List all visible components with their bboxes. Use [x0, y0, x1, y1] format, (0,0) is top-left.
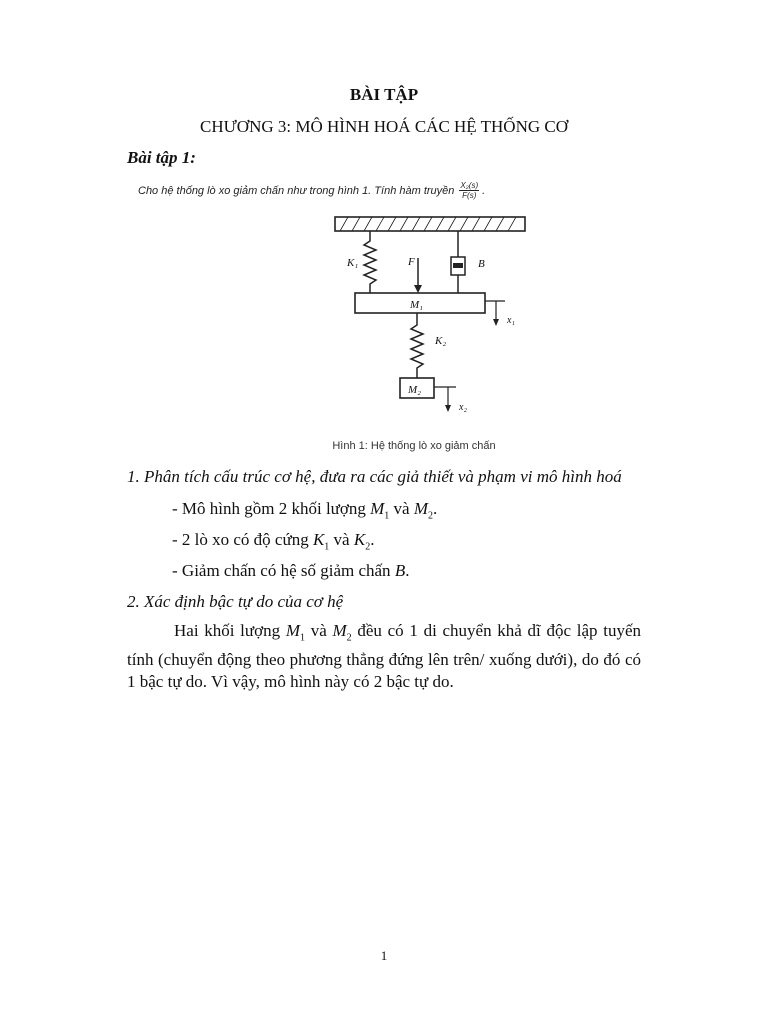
- label-m2: M₂: [408, 384, 421, 396]
- spring-damper-figure: [330, 213, 540, 428]
- force-arrowhead: [414, 285, 422, 293]
- subscript: 1: [324, 541, 330, 553]
- exercise-label: Bài tập 1:: [127, 148, 196, 167]
- damper-piston: [453, 263, 463, 268]
- prompt-end: .: [482, 184, 486, 197]
- page-number: 1: [380, 948, 388, 963]
- prompt-text: Cho hệ thống lò xo giảm chấn như trong hình 1. Tính hàm truyền: [138, 184, 455, 197]
- page-title: BÀI TẬP: [349, 85, 419, 104]
- x2-arrowhead: [445, 405, 451, 412]
- bullet-damper: [172, 561, 409, 581]
- symbol-b: B: [394, 561, 406, 580]
- transfer-fraction: [459, 181, 479, 200]
- symbol-m: M: [332, 621, 347, 640]
- figure-caption: Hình 1: Hệ thống lò xo giảm chấn: [332, 440, 496, 452]
- x1-arrowhead: [493, 319, 499, 326]
- bullet-text: - Mô hình gồm 2 khối lượng: [172, 499, 371, 518]
- para-text: đều có 1 di chuyển khả dĩ độc lập tuyến tính (chuyển động theo phương thẳng đứng lên trên/ xuống dưới), do đó có 1 bậc tự do. Vì vậy, mô hình này có 2 bậc tự do.: [127, 621, 641, 692]
- para-text: Hai khối lượng: [174, 621, 286, 640]
- subscript: 2: [346, 632, 352, 644]
- subscript: 2: [428, 510, 434, 522]
- symbol-m: M: [285, 621, 300, 640]
- section-2-heading: 2. Xác định bậc tự do của cơ hệ: [127, 592, 344, 611]
- bullet-text: - Giảm chấn có hệ số giảm chấn: [172, 561, 395, 580]
- bullet-text: và: [329, 530, 354, 549]
- label-x2: x₂: [459, 402, 467, 413]
- symbol-m: M: [370, 499, 385, 518]
- label-m1: M₁: [410, 299, 423, 311]
- bullet-text: và: [389, 499, 414, 518]
- label-k1: K₁: [347, 257, 359, 269]
- exercise-prompt: [138, 181, 485, 200]
- label-x1: x₁: [507, 315, 515, 326]
- subscript: 1: [300, 632, 305, 644]
- para-text: và: [305, 621, 333, 640]
- symbol-k: K: [353, 530, 366, 549]
- subscript: 2: [365, 541, 371, 553]
- ceiling-wall: [335, 217, 525, 231]
- subscript: 1: [384, 510, 390, 522]
- label-k2: K₂: [435, 335, 447, 347]
- symbol-k: K: [312, 530, 325, 549]
- chapter-subtitle: CHƯƠNG 3: MÔ HÌNH HOÁ CÁC HỆ THỐNG CƠ: [200, 117, 568, 136]
- section-1-heading: 1. Phân tích cấu trúc cơ hệ, đưa ra các giả thiết và phạm vi mô hình hoá: [127, 467, 622, 486]
- symbol-m: M: [413, 499, 429, 518]
- bullet-springs: [172, 530, 374, 552]
- spring-k1: [364, 231, 376, 293]
- label-f: F: [408, 256, 415, 268]
- bullet-masses: [172, 499, 437, 521]
- fraction-denominator: F(s): [462, 191, 477, 200]
- bullet-text: .: [370, 530, 375, 549]
- label-b: B: [478, 258, 485, 270]
- bullet-text: .: [433, 499, 438, 518]
- spring-k2: [411, 313, 423, 378]
- bullet-text: - 2 lò xo có độ cứng: [172, 530, 313, 549]
- fraction-numerator: X₂(s): [460, 181, 479, 190]
- bullet-text: .: [405, 561, 410, 580]
- dof-paragraph: [127, 620, 641, 693]
